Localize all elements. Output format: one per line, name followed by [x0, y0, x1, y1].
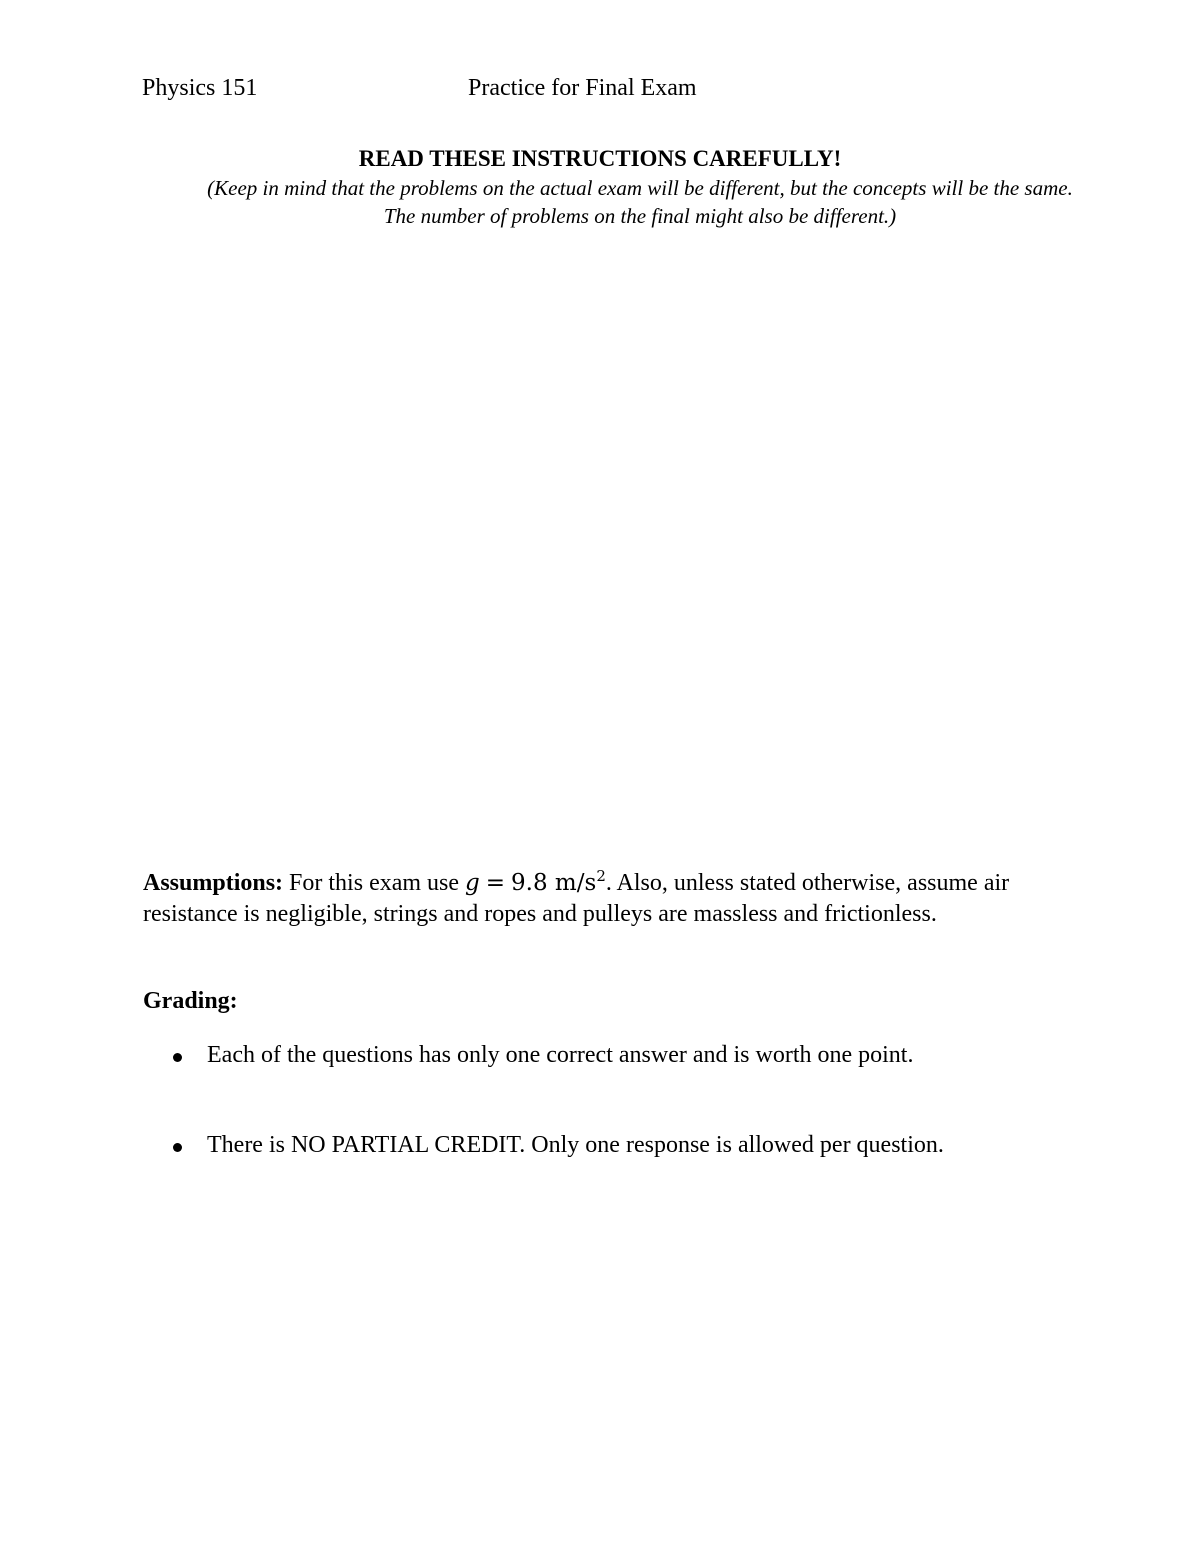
instructions-note [140, 174, 1140, 230]
gravity-value: 9.8 m/s [511, 870, 597, 896]
assumptions-label: Assumptions: [143, 870, 284, 896]
equals-sign: = [485, 870, 506, 896]
grading-item-text: There is NO PARTIAL CREDIT. Only one response is allowed per question. [207, 1132, 944, 1158]
instructions-note-line-2: The number of problems on the final might also be different.) [383, 204, 897, 228]
assumptions-paragraph [143, 861, 1063, 930]
assumptions-text-before: For this exam use [289, 870, 460, 896]
document-title: Practice for Final Exam [468, 75, 697, 101]
grading-heading: Grading: [143, 988, 238, 1014]
gravity-exponent: 2 [596, 867, 606, 885]
bullet-icon [173, 1053, 182, 1062]
instructions-heading: READ THESE INSTRUCTIONS CAREFULLY! [358, 146, 842, 171]
gravity-symbol: g [465, 870, 480, 896]
instructions-note-line-1: (Keep in mind that the problems on the actual exam will be different, but the concepts will be the same. [207, 176, 1073, 200]
bullet-icon [173, 1143, 182, 1152]
assumptions-text-after: . Also, unless stated otherwise, assume air resistance is negligible, strings and ropes and pulleys are massless and frictionless. [143, 870, 1010, 927]
course-name: Physics 151 [142, 75, 258, 101]
grading-item-text: Each of the questions has only one correct answer and is worth one point. [207, 1042, 914, 1068]
